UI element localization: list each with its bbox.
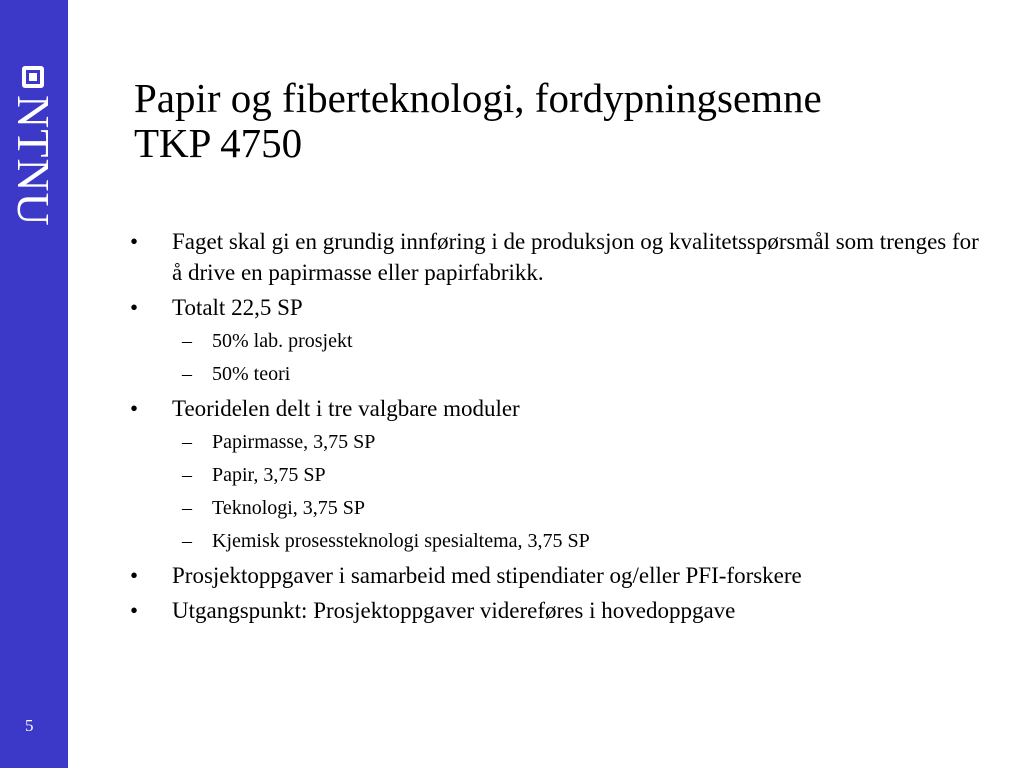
slide-title bbox=[134, 76, 974, 166]
sub-bullet-text: Papir, 3,75 SP bbox=[212, 464, 326, 486]
sub-bullet-pulp-module bbox=[182, 428, 988, 457]
sub-bullet-lab-project bbox=[182, 327, 988, 356]
bullet-list bbox=[128, 226, 988, 630]
bullet-total-credits bbox=[128, 292, 988, 323]
sub-bullet-paper-module bbox=[182, 461, 988, 490]
bullet-text: Faget skal gi en grundig innføring i de produksjon og kvalitetsspørsmål som trenges for å drive en papirmasse eller papirfabrikk. bbox=[172, 229, 979, 285]
title-line-2: TKP 4750 bbox=[134, 120, 303, 166]
bullet-marker: • bbox=[130, 563, 139, 588]
sub-bullet-text: 50% teori bbox=[212, 363, 291, 385]
sub-bullet-text: Kjemisk prosessteknologi spesialtema, 3,75 SP bbox=[212, 530, 590, 552]
bullet-starting-point bbox=[128, 595, 988, 626]
sub-bullet-marker: – bbox=[182, 330, 192, 352]
sub-bullet-marker: – bbox=[182, 431, 192, 453]
sub-bullet-text: Teknologi, 3,75 SP bbox=[212, 497, 366, 519]
bullet-marker: • bbox=[130, 396, 139, 421]
sub-bullet-text: 50% lab. prosjekt bbox=[212, 330, 353, 352]
sub-bullet-chemical-process-module bbox=[182, 527, 988, 556]
sub-bullet-text: Papirmasse, 3,75 SP bbox=[212, 431, 376, 453]
sub-bullet-marker: – bbox=[182, 530, 192, 552]
bullet-marker: • bbox=[130, 229, 139, 254]
slide-number: 5 bbox=[25, 716, 34, 735]
bullet-theory-modules bbox=[128, 393, 988, 424]
bullet-text: Teoridelen delt i tre valgbare moduler bbox=[172, 396, 520, 421]
title-line-1: Papir og fiberteknologi, fordypningsemne bbox=[134, 75, 822, 121]
sub-bullet-theory bbox=[182, 360, 988, 389]
ntnu-logo-text: NTNU bbox=[8, 95, 59, 227]
sub-bullet-marker: – bbox=[182, 464, 192, 486]
ntnu-logo-square-icon bbox=[22, 66, 44, 88]
bullet-marker: • bbox=[130, 598, 139, 623]
bullet-project-assignments bbox=[128, 560, 988, 591]
sub-bullet-technology-module bbox=[182, 494, 988, 523]
sub-bullet-marker: – bbox=[182, 497, 192, 519]
bullet-text: Totalt 22,5 SP bbox=[172, 295, 303, 320]
bullet-marker: • bbox=[130, 295, 139, 320]
ntnu-sidebar bbox=[0, 0, 68, 768]
bullet-text: Prosjektoppgaver i samarbeid med stipendiater og/eller PFI-forskere bbox=[172, 563, 802, 588]
bullet-course-description bbox=[128, 226, 988, 288]
bullet-text: Utgangspunkt: Prosjektoppgaver videreføres i hovedoppgave bbox=[172, 598, 736, 623]
sub-bullet-marker: – bbox=[182, 363, 192, 385]
